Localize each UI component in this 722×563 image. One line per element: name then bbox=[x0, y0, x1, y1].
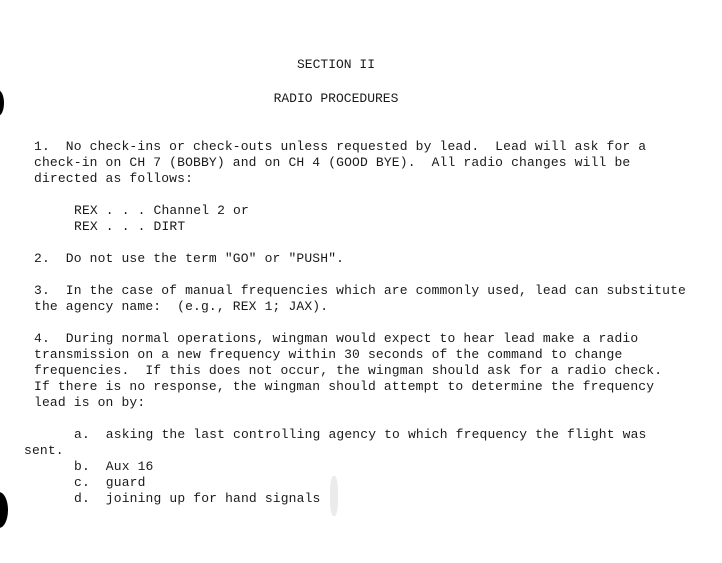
sub-item-b: b. Aux 16 bbox=[74, 459, 154, 474]
paragraph-4-line-4: If there is no response, the wingman should attempt to determine the frequency bbox=[34, 379, 655, 394]
sub-item-d: d. joining up for hand signals bbox=[74, 491, 321, 506]
rex-line-2: REX . . . DIRT bbox=[74, 219, 186, 234]
punch-hole-bottom bbox=[0, 492, 8, 528]
paragraph-3-line-1: 3. In the case of manual frequencies which are commonly used, lead can substitute bbox=[34, 283, 687, 298]
sub-item-a-line-1: a. asking the last controlling agency to which frequency the flight was bbox=[74, 427, 647, 442]
paragraph-1-line-1: 1. No check-ins or check-outs unless requested by lead. Lead will ask for a bbox=[34, 139, 647, 154]
paragraph-2-line-1: 2. Do not use the term "GO" or "PUSH". bbox=[34, 251, 345, 266]
sub-item-c: c. guard bbox=[74, 475, 146, 490]
sub-item-a-line-2: sent. bbox=[24, 443, 64, 458]
paragraph-3-line-2: the agency name: (e.g., REX 1; JAX). bbox=[34, 299, 329, 314]
paragraph-4-line-2: transmission on a new frequency within 30 seconds of the command to change bbox=[34, 347, 623, 362]
paragraph-1-line-3: directed as follows: bbox=[34, 171, 194, 186]
paragraph-1-line-2: check-in on CH 7 (BOBBY) and on CH 4 (GOOD BYE). All radio changes will be bbox=[34, 155, 631, 170]
scan-smudge bbox=[330, 476, 338, 516]
rex-line-1: REX . . . Channel 2 or bbox=[74, 203, 249, 218]
paragraph-4-line-5: lead is on by: bbox=[34, 395, 146, 410]
paragraph-4-line-3: frequencies. If this does not occur, the wingman should ask for a radio check. bbox=[34, 363, 663, 378]
paragraph-4-line-1: 4. During normal operations, wingman would expect to hear lead make a radio bbox=[34, 331, 639, 346]
section-heading: SECTION II bbox=[296, 57, 375, 72]
page-title: RADIO PROCEDURES bbox=[273, 91, 399, 106]
